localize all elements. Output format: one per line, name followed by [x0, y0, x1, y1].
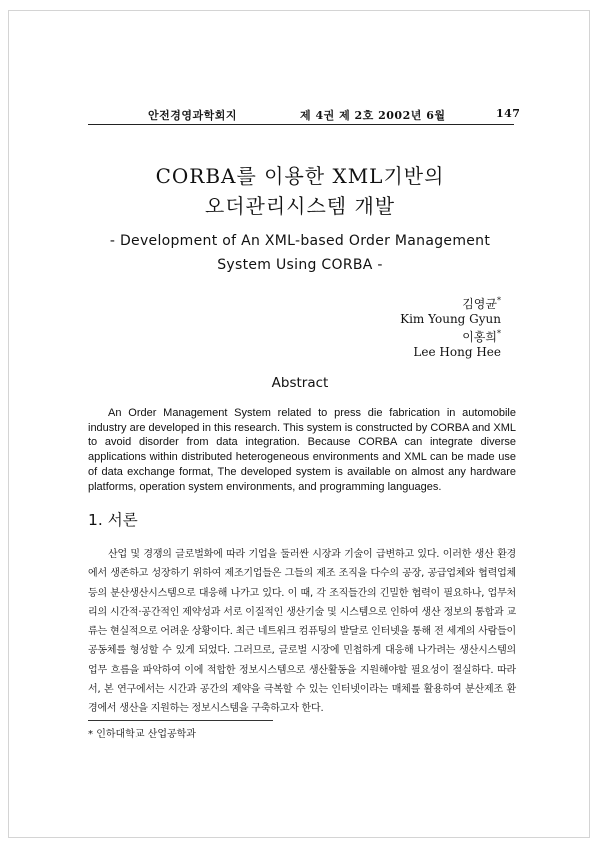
section-heading: 1. 서론	[88, 511, 138, 529]
author-english-2: Lee Hong Hee	[413, 345, 501, 359]
author-english-1: Kim Young Gyun	[400, 312, 501, 326]
affiliation-mark: *	[497, 296, 501, 305]
section-body: 산업 및 경쟁의 글로벌화에 따라 기업을 둘러싼 시장과 기술이 급변하고 있다. 이러한 생산 환경에서 생존하고 성장하기 위하여 제조기업들은 그들의 제조 조직을 다수의 공장, 공급업체와 협력업체 등의 분산생산시스템으로 대응해 나가고 있다. 이 때, 각 조직들간의 긴밀한 협력이 필요하나, 업무처리의 시간적·공간적인 제약성과 서로 이질적인 생산기술 및 시스템으로 인하여 생산 정보의 통합과 교류는 현실적으로 어려운 상황이다. 최근 네트워크 컴퓨팅의 발달로 인터넷을 통해 전 세계의 사람들이 공동체를 형성할 수 있게 되었다. 그러므로, 글로벌 시장에 민첩하게 대응해 나가려는 생산시스템의 업무 흐름을 파악하여 이에 적합한 정보시스템으로 생산활동을 지원해야할 필요성이 절실하다. 따라서, 본 연구에서는 시간과 공간의 제약을 극복할 수 있는 인터넷이라는 매체를 활용하여 분산제조 환경에서 생산을 지원하는 정보시스템을 구축하고자 한다.	[88, 549, 516, 715]
footnote-text: 인하대학교 산업공학과	[96, 729, 196, 740]
issue-info: 제 4권 제 2호 2002년 6월	[300, 109, 446, 122]
footnote-rule	[88, 720, 273, 721]
english-title-line1: - Development of An XML-based Order Management	[109, 233, 491, 249]
paper-title-line1: CORBA를 이용한 XML기반의	[155, 164, 445, 188]
affiliation-mark: *	[497, 329, 501, 338]
author-korean-1: 김영균*	[462, 296, 501, 311]
abstract-text: An Order Management System related to press die fabrication in automobile industry are developed in this research. This system is constructed by CORBA and XML to avoid disorder from data integration. Because CORBA can integrate diverse applications within distributed heterogeneous environments and XML can be made use of data exchange format, The developed system is available on almost any hardware platforms, operation system environments, and programming languages.	[88, 407, 516, 493]
author-korean-2: 이홍희*	[462, 329, 501, 344]
footnote-mark: *	[88, 729, 93, 740]
footnote	[88, 725, 196, 740]
journal-name: 안전경영과학회지	[148, 109, 238, 122]
abstract-heading: Abstract	[271, 375, 329, 391]
header-rule	[88, 124, 514, 125]
page-number: 147	[496, 107, 521, 120]
english-title-line2: System Using CORBA -	[217, 257, 383, 273]
paper-title-line2: 오더관리시스템 개발	[204, 194, 396, 218]
